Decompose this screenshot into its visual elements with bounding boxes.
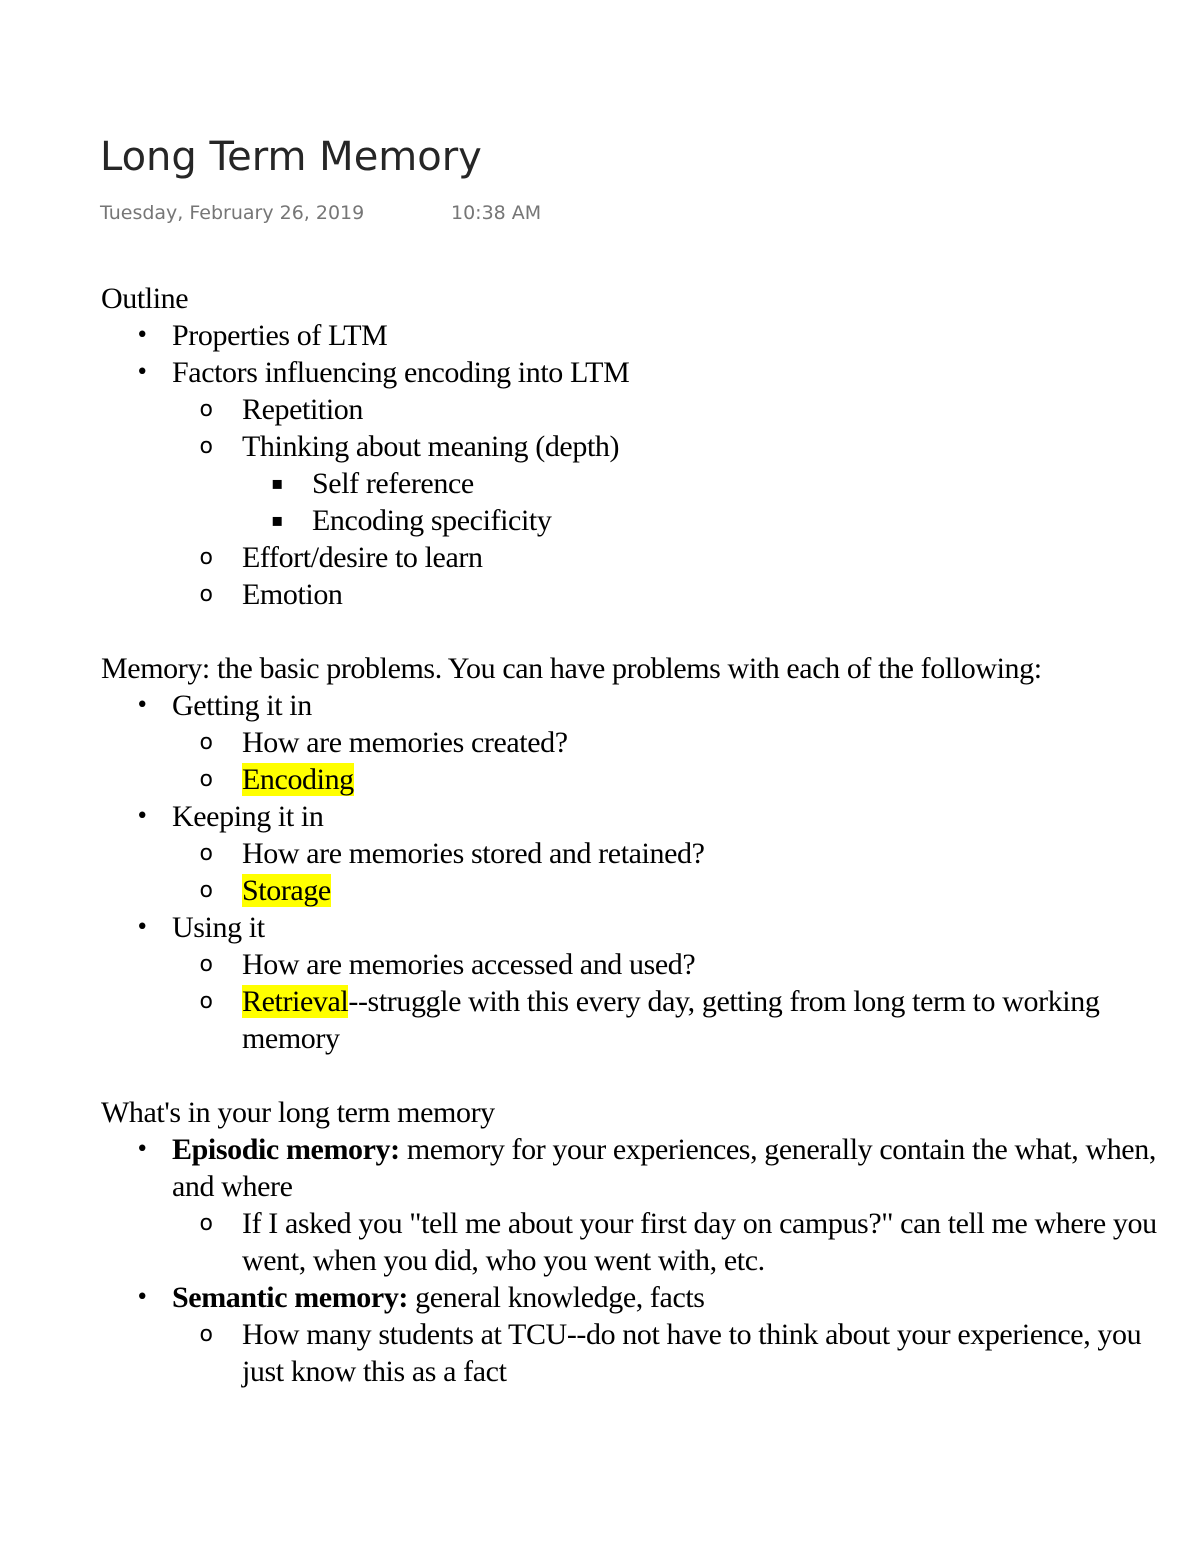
list-item (101, 835, 1161, 872)
list-item-text: Emotion (242, 578, 343, 611)
paragraph-spacer (101, 613, 1161, 650)
bullet-icon: • (135, 693, 149, 718)
square-bullet-icon: ▪ (271, 510, 283, 531)
list-item-text: Encoding specificity (312, 504, 552, 537)
list-item-text: Self reference (312, 467, 474, 500)
list-item (101, 317, 1161, 354)
hollow-bullet-icon: o (199, 730, 213, 755)
list-item (101, 354, 1161, 391)
hollow-bullet-icon: o (199, 841, 213, 866)
list-item (101, 909, 1161, 946)
list-item-text: memory for your experiences, generally contain the what, when, and where (172, 1133, 1156, 1203)
term-episodic: Episodic memory: (172, 1133, 400, 1166)
ltm-heading: What's in your long term memory (101, 1096, 495, 1129)
hollow-bullet-icon: o (199, 767, 213, 792)
bullet-icon: • (135, 915, 149, 940)
list-item-text: Getting it in (172, 689, 312, 722)
hollow-bullet-icon: o (199, 878, 213, 903)
list-item (101, 1279, 1161, 1316)
hollow-bullet-icon: o (199, 989, 213, 1014)
bullet-icon: • (135, 1285, 149, 1310)
note-body (101, 280, 1161, 1390)
problems-intro: Memory: the basic problems. You can have problems with each of the following: (101, 652, 1042, 685)
list-item (101, 872, 1161, 909)
hollow-bullet-icon: o (199, 1322, 213, 1347)
list-item (101, 983, 1161, 1057)
term-semantic: Semantic memory: (172, 1281, 409, 1314)
list-item (101, 576, 1161, 613)
list-item-text: Factors influencing encoding into LTM (172, 356, 630, 389)
list-item-text: Using it (172, 911, 265, 944)
list-item (101, 1131, 1161, 1205)
list-item (101, 502, 1161, 539)
hollow-bullet-icon: o (199, 1211, 213, 1236)
note-timestamp (100, 202, 542, 224)
list-item (101, 1316, 1161, 1390)
highlighted-term: Storage (242, 874, 331, 907)
list-item (101, 761, 1161, 798)
hollow-bullet-icon: o (199, 952, 213, 977)
list-item-text: Properties of LTM (172, 319, 388, 352)
list-item-text: Repetition (242, 393, 363, 426)
list-item-text: Effort/desire to learn (242, 541, 483, 574)
list-item-text: How many students at TCU--do not have to think about your experience, you just know this as a fact (242, 1318, 1142, 1388)
list-item (101, 946, 1161, 983)
hollow-bullet-icon: o (199, 582, 213, 607)
note-time: 10:38 AM (451, 202, 542, 224)
square-bullet-icon: ▪ (271, 473, 283, 494)
paragraph-spacer (101, 1057, 1161, 1094)
page-title: Long Term Memory (100, 134, 482, 180)
hollow-bullet-icon: o (199, 545, 213, 570)
list-item-text: How are memories stored and retained? (242, 837, 705, 870)
list-item (101, 539, 1161, 576)
highlighted-term: Encoding (242, 763, 354, 796)
highlighted-term: Retrieval (242, 985, 349, 1018)
bullet-icon: • (135, 323, 149, 348)
note-date: Tuesday, February 26, 2019 (100, 202, 365, 224)
bullet-icon: • (135, 360, 149, 385)
list-item-text: general knowledge, facts (408, 1281, 705, 1314)
list-item-text: If I asked you "tell me about your first day on campus?" can tell me where you went, when you did, who you went with, etc. (242, 1207, 1157, 1277)
list-item (101, 428, 1161, 465)
hollow-bullet-icon: o (199, 397, 213, 422)
hollow-bullet-icon: o (199, 434, 213, 459)
list-item (101, 798, 1161, 835)
outline-heading: Outline (101, 282, 189, 315)
list-item-text: Keeping it in (172, 800, 324, 833)
list-item (101, 687, 1161, 724)
list-item (101, 724, 1161, 761)
list-item (101, 391, 1161, 428)
bullet-icon: • (135, 1137, 149, 1162)
list-item-text: Thinking about meaning (depth) (242, 430, 620, 463)
list-item (101, 1205, 1161, 1279)
list-item (101, 465, 1161, 502)
list-item-text: --struggle with this every day, getting from long term to working memory (242, 985, 1100, 1055)
list-item-text: How are memories accessed and used? (242, 948, 696, 981)
bullet-icon: • (135, 804, 149, 829)
list-item-text: How are memories created? (242, 726, 568, 759)
